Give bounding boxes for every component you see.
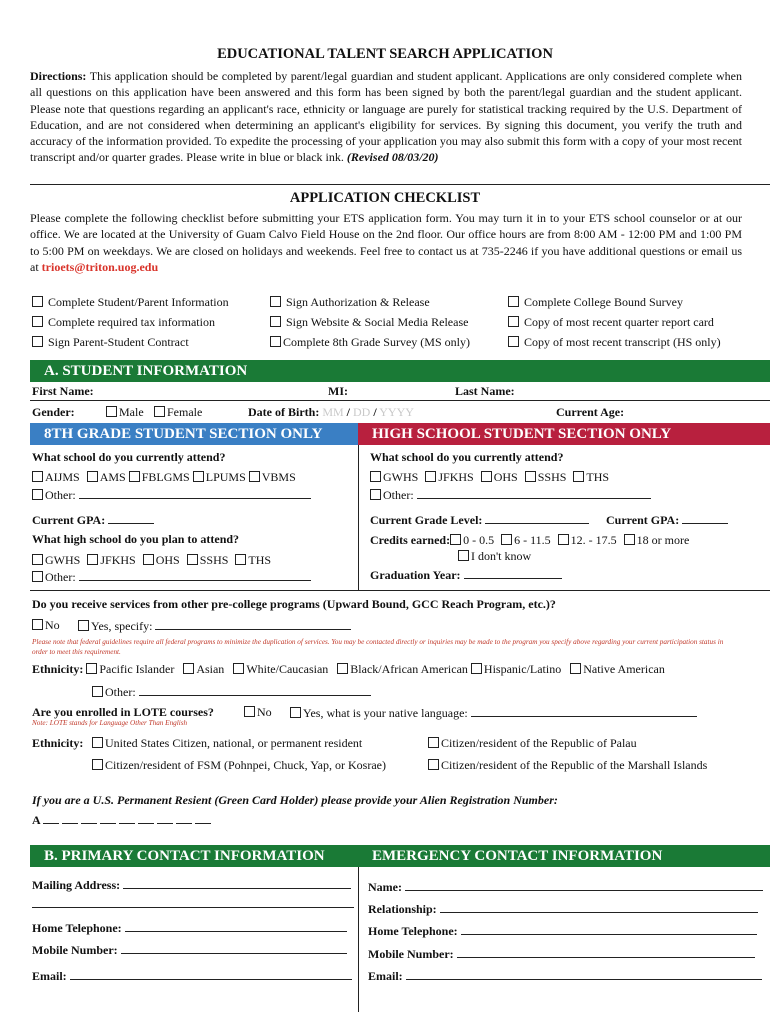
other-input-line[interactable] [79,487,311,499]
checkbox[interactable] [270,316,281,327]
checkbox[interactable] [525,471,536,482]
checklist-intro-text: Please complete the following checklist before submitting your ETS application form. You may turn it in to your ETS school counselor or at our office. We are located at the University of Guam Calvo Field House on the 2nd floor. Our office hours are from 8:00 AM - 12:00 PM and 1:00 PM to 5:00 PM on weekdays. We are closed on holidays and weekends. Feel free to contact us at 735-2246 if you have additional questions or email us at [30,211,742,274]
eighth-other-field[interactable] [32,487,311,503]
checkbox[interactable] [337,663,348,674]
checklist-item[interactable] [270,295,430,310]
checkbox[interactable] [370,489,381,500]
grade-level-input-line[interactable] [485,512,589,524]
dob-label: Date of Birth: [248,405,320,419]
option-label: Asian [196,662,225,676]
ethnicity-label: Ethnicity: [32,662,84,676]
option-label: AMS [99,470,126,484]
option-label: SSHS [537,470,567,484]
last-name-label: Last Name: [455,384,515,398]
option-label: 6 - 11.5 [514,533,551,547]
current-age-label: Current Age: [556,405,625,419]
contact-email[interactable]: trioets@triton.uog.edu [41,259,159,274]
checkbox[interactable] [32,336,43,347]
option-label: Male [119,405,144,419]
directions-label: Directions: [30,69,87,83]
input-line[interactable] [461,923,757,935]
mailing-address-line2[interactable] [32,896,354,912]
checklist-item[interactable] [508,315,714,330]
checklist-label: Copy of most recent quarter report card [524,315,714,329]
option-label: Hispanic/Latino [483,662,562,676]
field-label: Home Telephone: [32,921,122,935]
field-label: Name: [368,880,402,894]
gender-label: Gender: [32,405,75,419]
checkbox[interactable] [428,737,439,748]
option-label: Citizen/resident of FSM (Pohnpei, Chuck, Yap, or Kosrae) [105,758,386,772]
gpa-label: Current GPA: [606,513,680,527]
checkbox[interactable] [624,534,635,545]
input-line[interactable] [440,901,758,913]
gpa-label: Current GPA: [32,513,106,527]
checkbox[interactable] [233,663,244,674]
high-school-section-header: HIGH SCHOOL STUDENT SECTION ONLY [358,423,770,445]
checkbox[interactable] [235,554,246,565]
digit-line[interactable] [138,812,154,824]
option-label: OHS [493,470,518,484]
checklist-title: APPLICATION CHECKLIST [289,190,481,206]
checklist-label: Sign Authorization & Release [286,295,430,309]
eighth-school-options[interactable] [32,470,296,485]
option-label: Citizen/resident of the Republic of Palau [441,736,637,750]
field-label: Mobile Number: [368,947,454,961]
grade-level-label: Current Grade Level: [370,513,483,527]
checkbox[interactable] [32,316,43,327]
credits-options[interactable] [370,533,689,548]
checkbox[interactable] [143,554,154,565]
digit-line[interactable] [43,812,59,824]
emergency-mobile-number-field[interactable] [368,946,755,962]
option-label: GWHS [45,553,81,567]
credits-label: Credits earned: [370,533,451,547]
checkbox[interactable] [508,296,519,307]
services-question: Do you receive services from other pre-college programs (Upward Bound, GCC Reach Program, etc.)? [32,597,556,611]
input-line[interactable] [125,920,347,932]
checklist-label: Copy of most recent transcript (HS only) [524,335,721,349]
emergency-relationship-field[interactable] [368,901,758,917]
lote-yes-option[interactable] [290,705,697,721]
plan-hs-options[interactable] [32,553,271,568]
checklist-label: Sign Website & Social Media Release [286,315,469,329]
field-label: Home Telephone: [368,924,458,938]
checkbox[interactable] [92,759,103,770]
checkbox[interactable] [92,686,103,697]
checkbox[interactable] [86,663,97,674]
page-title: EDUCATIONAL TALENT SEARCH APPLICATION [217,46,553,62]
option-label: Black/African American [350,662,468,676]
eighth-gpa-field[interactable] [32,512,154,528]
input-line[interactable] [405,879,763,891]
checkbox[interactable] [32,296,43,307]
emergency-email-field[interactable] [368,968,762,984]
alien-registration-prompt: If you are a U.S. Permanent Resient (Green Card Holder) please provide your Alien Registration Number: [32,793,558,807]
mi-label: MI: [328,384,348,398]
option-label: Yes, specify: [91,619,153,633]
option-label: AIJMS [45,470,80,484]
checkbox[interactable] [244,706,255,717]
checkbox[interactable] [32,554,43,565]
checklist-item[interactable] [32,335,189,350]
primary-contact-header: B. PRIMARY CONTACT INFORMATION [30,845,358,867]
option-label: No [257,705,272,719]
checkbox[interactable] [270,336,281,347]
option-label: LPUMS [205,470,246,484]
alien-prefix: A [32,813,41,827]
checkbox[interactable] [187,554,198,565]
checklist-item[interactable] [508,295,683,310]
option-label: Pacific Islander [99,662,175,676]
ethnicity-other-field[interactable] [92,684,371,700]
checkbox[interactable] [193,471,204,482]
revision-date: (Revised 08/03/20) [346,150,439,165]
plan-hs-other-field[interactable] [32,569,311,585]
checkbox[interactable] [87,471,98,482]
citizenship-option[interactable] [428,758,707,773]
graduation-year-input-line[interactable] [464,567,562,579]
checklist-label: Complete required tax information [48,315,215,329]
primary-mobile-number-field[interactable] [32,942,347,958]
checklist-item[interactable] [508,335,721,350]
checklist-label: Complete College Bound Survey [524,295,683,309]
option-label: 12. - 17.5 [570,533,617,547]
field-label: Mailing Address: [32,878,121,892]
directions-text: This application should be completed by parent/legal guardian and student applicant. Applications are only considered complete when all questions on this application have been answered and this form has been signed by both the parent/legal guardian and the student applicant. Please note that questions regarding an applicant's race, ethnicity or language are purely for statistical tracking required by the U.S. Department of Education, and are not considered when determining an applicant's eligibility for services. By signing this document, you verify the truth and accuracy of the information provided. To expedite the processing of your application you may also submit this form with a copy of your most recent transcript and/or quarter grades. Please write in blue or black ink. [30,69,742,165]
checkbox[interactable] [32,489,43,500]
checkbox[interactable] [32,619,43,630]
primary-email-field[interactable] [32,968,352,984]
option-label: White/Caucasian [246,662,329,676]
gender-female-option[interactable] [154,405,202,420]
graduation-year-field[interactable] [370,567,562,583]
citizenship-option[interactable] [92,736,362,751]
emergency-home-telephone-field[interactable] [368,923,757,939]
column-divider [358,445,359,590]
digit-line[interactable] [100,812,116,824]
checkbox[interactable] [458,550,469,561]
credits-dont-know-option[interactable] [458,549,531,564]
checkbox[interactable] [154,406,165,417]
checkbox[interactable] [471,663,482,674]
other-label: Other: [45,570,76,584]
checkbox[interactable] [558,534,569,545]
ethnicity-options[interactable] [32,662,665,677]
option-label: JFKHS [438,470,474,484]
option-label: FBLGMS [141,470,190,484]
field-label: Mobile Number: [32,943,118,957]
input-line[interactable] [121,942,347,954]
hs-school-question: What school do you currently attend? [370,450,564,464]
first-name-label: First Name: [32,384,94,398]
divider [30,400,770,401]
input-line[interactable] [70,968,352,980]
services-note: Please note that federal guidelines require all federal programs to minimize the duplication of services. You may be contacted directly or inquiries may be made to the program you specify above regarding your current participation status in order to meet this requirement. [32,638,724,656]
divider [30,184,770,185]
digit-line[interactable] [119,812,135,824]
checkbox[interactable] [249,471,260,482]
option-label: 18 or more [636,533,690,547]
checkbox[interactable] [87,554,98,565]
divider [30,590,770,591]
checkbox[interactable] [32,471,43,482]
checkbox[interactable] [106,406,117,417]
digit-line[interactable] [62,812,78,824]
field-label: Email: [368,969,403,983]
input-line[interactable] [457,946,755,958]
services-specify-input-line[interactable] [155,618,351,630]
checklist-label: Complete Student/Parent Information [48,295,229,309]
alien-registration-field[interactable] [32,812,211,828]
plan-hs-question: What high school do you plan to attend? [32,532,240,546]
gender-male-option[interactable] [106,405,144,420]
checkbox[interactable] [508,336,519,347]
checkbox[interactable] [450,534,461,545]
other-label: Other: [383,488,414,502]
other-input-line[interactable] [79,569,311,581]
option-label: THS [248,553,272,567]
checklist-label: Complete 8th Grade Survey (MS only) [283,335,470,349]
option-label: Female [167,405,203,419]
input-line[interactable] [406,968,762,980]
checklist-item[interactable] [270,315,468,330]
input-line[interactable] [123,877,351,889]
checkbox[interactable] [183,663,194,674]
option-label: 0 - 0.5 [463,533,495,547]
option-label: JFKHS [100,553,136,567]
checklist-item[interactable] [32,295,229,310]
checklist-label: Sign Parent-Student Contract [48,335,189,349]
checkbox[interactable] [78,620,89,631]
checkbox[interactable] [570,663,581,674]
citizenship-label: Ethnicity: [32,736,84,750]
checklist-item[interactable] [32,315,215,330]
field-label: Relationship: [368,902,437,916]
option-label: SSHS [199,553,229,567]
other-label: Other: [45,488,76,502]
checkbox[interactable] [270,296,281,307]
option-label: I don't know [471,549,532,563]
checkbox[interactable] [428,759,439,770]
eighth-grade-section-header: 8TH GRADE STUDENT SECTION ONLY [30,423,358,445]
checkbox[interactable] [290,707,301,718]
checkbox[interactable] [425,471,436,482]
lote-note: Note: LOTE stands for Language Other Than English [32,719,188,727]
other-input-line[interactable] [139,684,371,696]
hs-gpa-field[interactable] [606,512,728,528]
dob-month-placeholder: MM [322,405,344,419]
dob-year-placeholder: YYYY [379,405,414,419]
digit-line[interactable] [157,812,173,824]
checklist-intro [30,210,742,275]
checkbox[interactable] [508,316,519,327]
lote-question: Are you enrolled in LOTE courses? [32,705,214,719]
primary-home-telephone-field[interactable] [32,920,347,936]
option-label: OHS [155,553,180,567]
checkbox[interactable] [370,471,381,482]
emergency-contact-header: EMERGENCY CONTACT INFORMATION [358,845,770,867]
dob-separator: / [373,405,377,419]
option-label: Citizen/resident of the Republic of the Marshall Islands [441,758,708,772]
checkbox[interactable] [481,471,492,482]
student-section-header: A. STUDENT INFORMATION [30,360,770,382]
checklist-item[interactable] [270,335,470,350]
other-label: Other: [105,685,136,699]
checkbox[interactable] [92,737,103,748]
option-label: United States Citizen, national, or permanent resident [105,736,363,750]
option-label: VBMS [261,470,296,484]
option-label: THS [586,470,610,484]
checkbox[interactable] [573,471,584,482]
gpa-input-line[interactable] [682,512,728,524]
services-yes-option[interactable] [78,618,351,634]
input-line[interactable] [32,896,354,908]
lote-no-option[interactable] [244,705,272,720]
option-label: No [45,618,60,632]
digit-line[interactable] [81,812,97,824]
citizenship-option[interactable] [92,758,386,773]
citizenship-option[interactable] [428,736,637,751]
gpa-input-line[interactable] [108,512,154,524]
option-label: Yes, what is your native language: [303,706,468,720]
option-label: GWHS [383,470,419,484]
other-input-line[interactable] [417,487,651,499]
digit-line[interactable] [176,812,192,824]
graduation-year-label: Graduation Year: [370,568,461,582]
mailing-address-field[interactable] [32,877,351,893]
directions-paragraph [30,68,742,166]
services-no-option[interactable] [32,618,60,633]
dob-field[interactable] [248,405,414,420]
grade-level-field[interactable] [370,512,589,528]
dob-separator: / [346,405,351,419]
checkbox[interactable] [501,534,512,545]
field-label: Email: [32,969,67,983]
digit-line[interactable] [195,812,211,824]
native-language-input-line[interactable] [471,705,697,717]
option-label: Native American [583,662,665,676]
checkbox[interactable] [32,571,43,582]
eighth-school-question: What school do you currently attend? [32,450,226,464]
dob-day-placeholder: DD [353,405,371,419]
column-divider [358,867,359,1012]
emergency-name-field[interactable] [368,879,763,895]
checkbox[interactable] [129,471,140,482]
hs-school-options[interactable] [370,470,609,485]
hs-other-field[interactable] [370,487,651,503]
